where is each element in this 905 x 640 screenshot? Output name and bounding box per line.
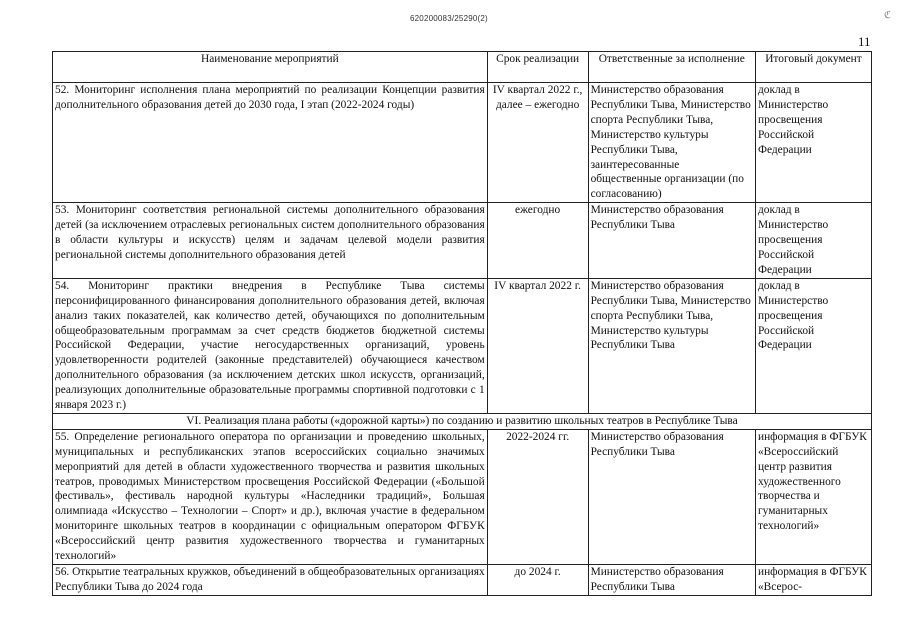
section-header-row	[53, 413, 872, 429]
row-54-document: доклад в Министерство просвещения Российской Федерации	[755, 278, 871, 413]
section-title: VI. Реализация плана работы («дорожной карты») по созданию и развитию школьных театров в Республике Тыва	[53, 413, 872, 429]
row-54-term: IV квартал 2022 г.	[487, 278, 588, 413]
row-53-responsible: Министерство образования Республики Тыва	[588, 203, 755, 279]
table-header-row	[53, 52, 872, 83]
column-header-responsible: Ответственные за исполнение	[588, 52, 755, 83]
events-table	[52, 51, 872, 596]
table-row	[53, 278, 872, 413]
page-number: 11	[858, 34, 871, 49]
table-row	[53, 203, 872, 279]
row-56-document: информация в ФГБУК «Всерос-	[755, 565, 871, 596]
table-row	[53, 429, 872, 564]
column-header-term: Срок реализации	[487, 52, 588, 83]
row-55-term: 2022-2024 гг.	[487, 429, 588, 564]
document-id: 620200083/25290(2)	[410, 14, 488, 23]
row-55-responsible: Министерство образования Республики Тыва	[588, 429, 755, 564]
corner-mark: ℭ	[884, 10, 892, 21]
table-row	[53, 565, 872, 596]
row-54-responsible: Министерство образования Республики Тыва, Министерство спорта Республики Тыва, Министерство культуры Республики Тыва	[588, 278, 755, 413]
row-54-name: 54. Мониторинг практики внедрения в Республике Тыва системы персонифицированного финансирования дополнительного образования детей, включая анализ таких показателей, как количество детей, обучающихся по дополнительным общеобразовательным программам за счет средств бюджетов бюджетной системы Российской Федерации, участие негосударственных организаций, уровень удовлетворенности родителей (законные представителей) обучающиеся качеством дополнительного образования (за исключением детских школ искусств, организаций, реализующих дополнительные образовательные программы спортивной подготовки с 1 января 2023 г.)	[53, 278, 488, 413]
row-55-name: 55. Определение регионального оператора по организации и проведению школьных, муниципальных и республиканских этапов всероссийских социально значимых мероприятий для детей в области художественного творчества и развития школьных театров, проводимых Министерством просвещения Российской Федерации («Большой фестиваль», фестиваль народной культуры «Наследники традиций», Большая олимпиада «Искусство – Технологии – Спорт» и др.), включая участие в федеральном мониторинге школьных театров в координации с официальным оператором ФГБУК «Всероссийский центр развития художественного творчества и гуманитарных технологий»	[53, 429, 488, 564]
row-52-term: IV квартал 2022 г., далее – ежегодно	[487, 83, 588, 203]
row-55-document: информация в ФГБУК «Всероссийский центр развития художественного творчества и гуманитарных технологий»	[755, 429, 871, 564]
row-52-responsible: Министерство образования Республики Тыва, Министерство спорта Республики Тыва, Министерство культуры Республики Тыва, заинтересованные общественные организации (по согласованию)	[588, 83, 755, 203]
row-53-document: доклад в Министерство просвещения Российской Федерации	[755, 203, 871, 279]
column-header-name: Наименование мероприятий	[53, 52, 488, 83]
table-row	[53, 83, 872, 203]
column-header-document: Итоговый документ	[755, 52, 871, 83]
row-56-name: 56. Открытие театральных кружков, объединений в общеобразовательных организациях Республики Тыва до 2024 года	[53, 565, 488, 596]
row-52-name: 52. Мониторинг исполнения плана мероприятий по реализации Концепции развития дополнительного образования детей до 2030 года, I этап (2022-2024 годы)	[53, 83, 488, 203]
row-56-term: до 2024 г.	[487, 565, 588, 596]
row-52-document: доклад в Министерство просвещения Российской Федерации	[755, 83, 871, 203]
row-53-term: ежегодно	[487, 203, 588, 279]
row-56-responsible: Министерство образования Республики Тыва	[588, 565, 755, 596]
row-53-name: 53. Мониторинг соответствия региональной системы дополнительного образования детей (за исключением отраслевых региональных систем дополнительного образования в области культуры и искусств) целям и задачам целевой модели развития региональной системы дополнительного образования детей	[53, 203, 488, 279]
